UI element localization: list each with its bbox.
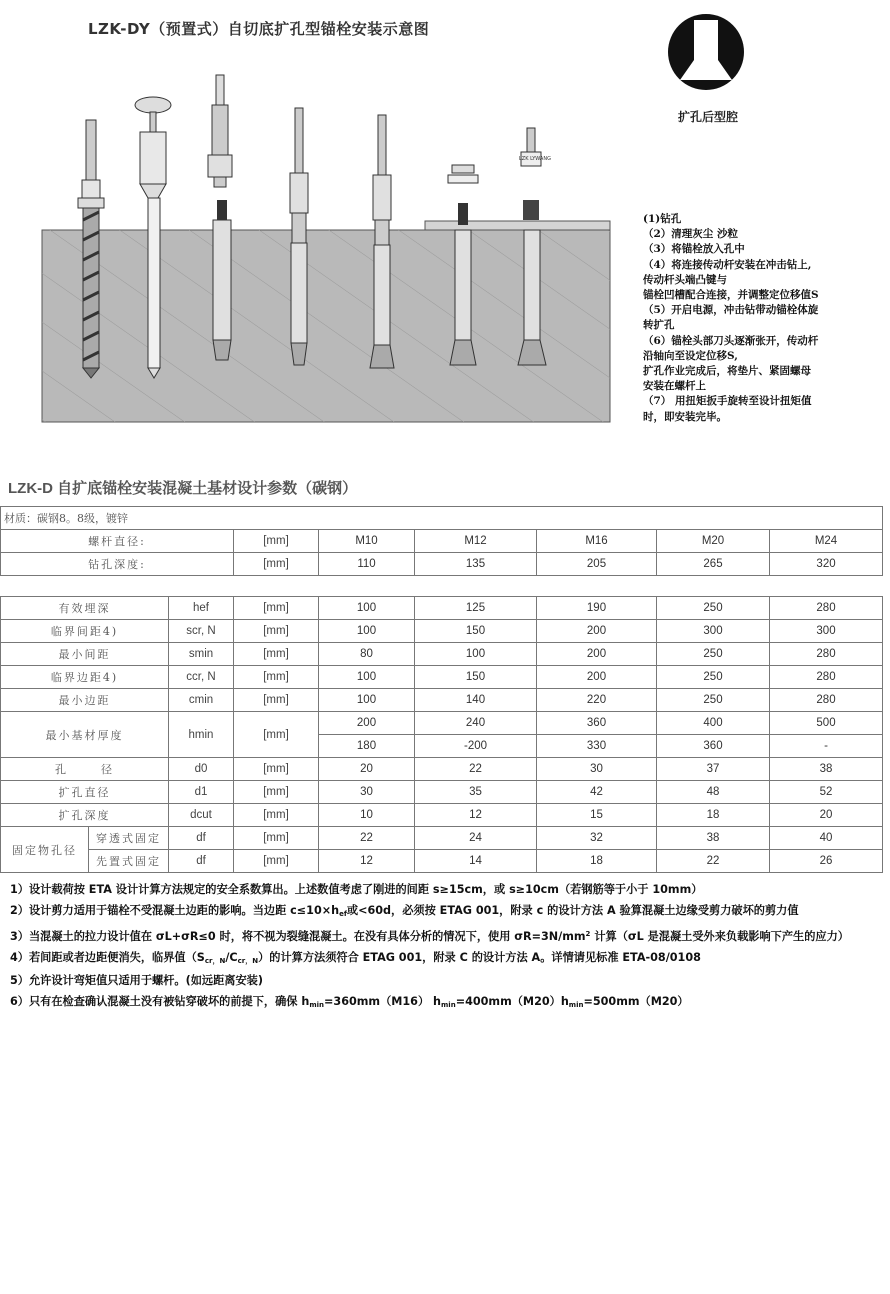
step-line: （4）将连接传动杆安装在冲击钻上, <box>643 258 812 271</box>
table-row: 螺杆直径: [mm] M10 M12 M16 M20 M24 <box>1 530 883 553</box>
step-line: （7） 用扭矩扳手旋转至设计扭矩值 <box>643 395 812 408</box>
table-row: 先置式固定 df [mm] 12 14 18 22 26 <box>1 850 883 873</box>
step-line: (1)钻孔 <box>643 213 682 225</box>
parameters-table <box>0 596 883 873</box>
table-row: 最小基材厚度 hmin [mm] 200 240 360 400 500 <box>1 712 883 735</box>
table-row: 有效埋深 hef [mm] 100 125 190 250 280 <box>1 597 883 620</box>
step-line: 扩孔作业完成后，将垫片、紧固螺母 <box>643 365 811 378</box>
table-row: 180 -200 330 360 - <box>1 735 883 758</box>
step-line: （6）锚栓头部刀头逐渐张开，传动杆 <box>643 334 819 347</box>
note-2: 2）设计剪力适用于锚栓不受混凝土边距的影响。当边距 $c\le 10\times h_{ef}$或<60d，必须按 ETAG 001，附录 c 的设计方法 A 验算混凝土边缘受剪力破坏的剪力值 <box>10 903 799 918</box>
note-6: 6）只有在检查确认混凝土没有被钻穿破坏的前提下，确保 $h_{min}=360mm(M16)$ $h_{min}=400mm(M20)h_{min}=500mm(M20)$ <box>10 994 689 1009</box>
step-line: 沿轴向至设定位移S, <box>643 349 738 362</box>
cavity-label: 扩孔后型腔 <box>678 110 739 124</box>
step-line: （5）开启电源，冲击钻带动锚栓体旋 <box>643 304 819 317</box>
step-line: 锚栓凹槽配合连接，并调整定位移值S <box>643 289 819 302</box>
table-row: 最小间距 smin [mm] 80 100 200 250 280 <box>1 643 883 666</box>
drive-rod-anchor-icon <box>290 108 308 365</box>
note-1: 1）设计载荷按 ETA 设计计算方法规定的安全系数算出。上述数值考虑了刚进的间距 s≥15cm，或 s≥10cm（若钢筋等于小于 10mm） <box>10 883 703 896</box>
cavity-shape-icon <box>668 14 744 90</box>
diagram-title: LZK-DY（预置式）自切底扩孔型锚栓安装示意图 <box>88 20 430 38</box>
table-row: 固定物孔径 穿透式固定 df [mm] 22 24 32 38 40 <box>1 827 883 850</box>
note-4: 4）若间距或者边距便消失，临界值$(S_{cr,N}/C_{cr,N})$的计算方法须符合 ETAG 001，附录 C 的设计方法 A。详情请见标准 ETA-08/0108 <box>10 950 701 965</box>
section-title: LZK-D 自扩底锚栓安装混凝土基材设计参数（碳钢） <box>8 480 358 497</box>
installation-diagram-section <box>0 0 890 440</box>
table-row: 孔 径 d0 [mm] 20 22 30 37 38 <box>1 758 883 781</box>
material-table <box>0 506 883 576</box>
table-row: 最小边距 cmin [mm] 100 140 220 250 280 <box>1 689 883 712</box>
step-line: 安装在螺杆上 <box>643 380 706 393</box>
table-row: 扩孔深度 dcut [mm] 10 12 15 18 20 <box>1 804 883 827</box>
note-3: 3）当混凝土的拉力设计值在 σL+σR≤0 时，将不视为裂缝混凝土。在没有具体分析的情况下，使用 $\sigma R=3N/mm^2$ 计算（σL 是混凝土受外来负载影响下产生的应力） <box>10 930 849 943</box>
installation-steps <box>643 212 883 425</box>
table-row: 临界间距4) scr, N [mm] 100 150 200 300 300 <box>1 620 883 643</box>
footnotes <box>10 880 890 1015</box>
step-line: 传动杆头端凸键与 <box>643 273 727 286</box>
tool-label: LZK LYWANG <box>519 156 551 162</box>
note-5: 5）允许设计弯矩值只适用于螺杆。(如远距离安装) <box>10 974 263 987</box>
table-row: 临界边距4) ccr, N [mm] 100 150 200 250 280 <box>1 666 883 689</box>
material-note: 材质：碳钢8。8级，镀锌 <box>1 507 883 530</box>
step-line: 时，即安装完毕。 <box>643 410 727 423</box>
step-line: （3）将锚栓放入孔中 <box>643 243 745 256</box>
table-row: 钻孔深度: [mm] 110 135 205 265 320 <box>1 553 883 576</box>
step-line: （2）清理灰尘 沙粒 <box>643 228 738 241</box>
step-line: 转扩孔 <box>643 319 675 332</box>
table-row: 扩孔直径 d1 [mm] 30 35 42 48 52 <box>1 781 883 804</box>
